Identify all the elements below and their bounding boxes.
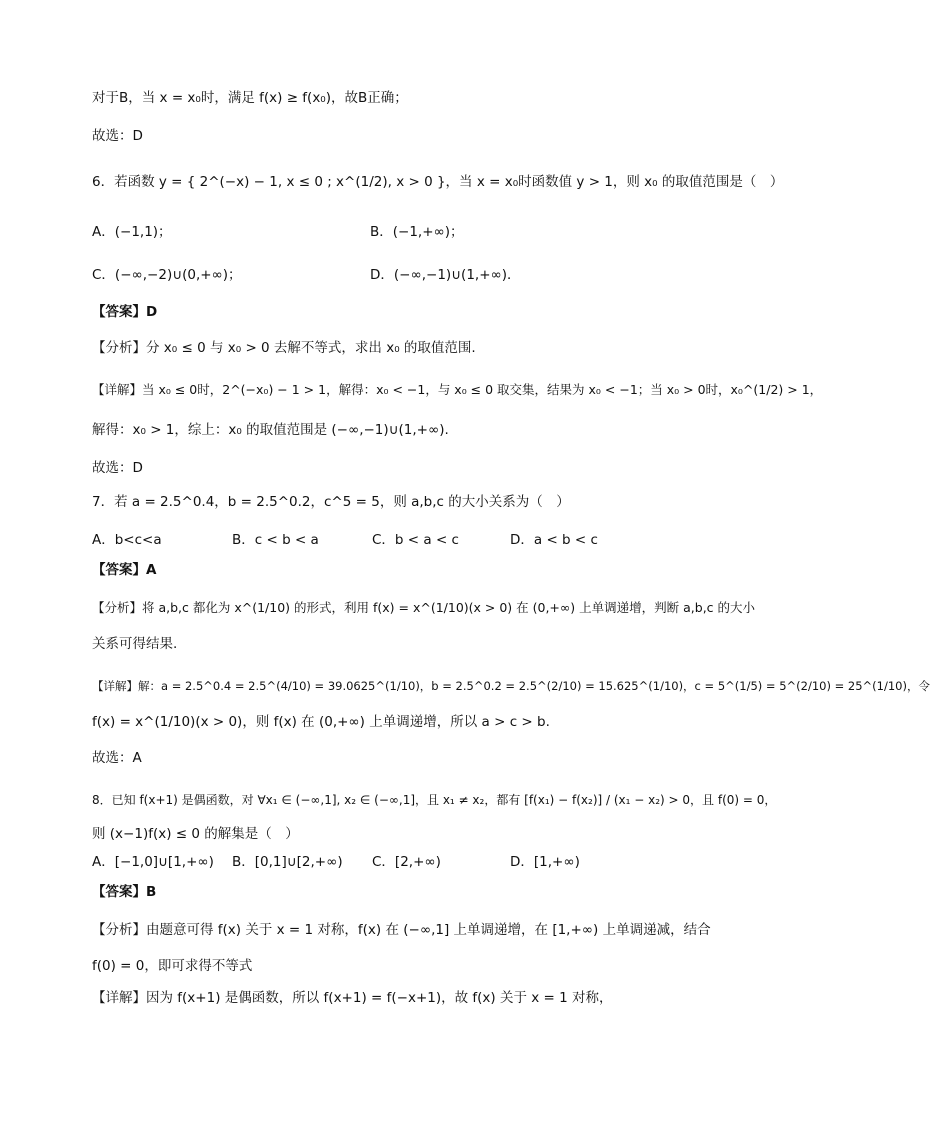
option-d: D．(−∞,−1)∪(1,+∞)． xyxy=(370,267,521,283)
analysis-text: 【分析】分 x₀ ≤ 0 与 x₀ > 0 去解不等式，求出 x₀ 的取值范围. xyxy=(92,340,476,356)
question-8: 8．已知 f(x+1) 是偶函数，对 ∀x₁ ∈ (−∞,1], x₂ ∈ (−∞,1]，且 x₁ ≠ x₂，都有 [f(x₁) − f(x₂)] / (x₁ − x₂) > 0，且 f(0) = 0， xyxy=(92,793,777,807)
analysis-text: 【分析】将 a,b,c 都化为 x^(1/10) 的形式，利用 f(x) = x^(1/10)(x > 0) 在 (0,+∞) 上单调递增，判断 a,b,c 的大小 xyxy=(92,600,756,615)
option-d: D．a < b < c xyxy=(510,532,598,548)
option-a: A．b<c<a xyxy=(92,532,162,548)
option-a: A．[−1,0]∪[1,+∞) xyxy=(92,854,214,870)
detail-text: 【详解】当 x₀ ≤ 0时，2^(−x₀) − 1 > 1，解得：x₀ < −1，与 x₀ ≤ 0 取交集，结果为 x₀ < −1；当 x₀ > 0时，x₀^(1/2) > 1， xyxy=(92,382,823,397)
text-line: 故选：D xyxy=(92,460,143,476)
answer-label: 【答案】A xyxy=(92,562,157,578)
text-line: 故选：D xyxy=(92,128,143,144)
analysis-text: f(0) = 0，即可求得不等式 xyxy=(92,958,253,974)
answer-label: 【答案】B xyxy=(92,884,157,900)
option-a: A．(−1,1)； xyxy=(92,224,172,240)
option-d: D．[1,+∞) xyxy=(510,854,580,870)
detail-text: f(x) = x^(1/10)(x > 0)，则 f(x) 在 (0,+∞) 上单调递增，所以 a > c > b. xyxy=(92,714,550,730)
option-c: C．[2,+∞) xyxy=(372,854,441,870)
option-b: B．(−1,+∞)； xyxy=(370,224,464,240)
question-6: 6．若函数 y = { 2^(−x) − 1, x ≤ 0 ; x^(1/2), x > 0 }，当 x = x₀时函数值 y > 1，则 x₀ 的取值范围是（ ） xyxy=(92,174,784,190)
question-7: 7．若 a = 2.5^0.4，b = 2.5^0.2，c^5 = 5，则 a,b,c 的大小关系为（ ） xyxy=(92,494,570,510)
option-b: B．c < b < a xyxy=(232,532,319,548)
detail-text: 【详解】解：a = 2.5^0.4 = 2.5^(4/10) = 39.0625^(1/10)，b = 2.5^0.2 = 2.5^(2/10) = 15.625^(1/10)，c = 5^(1/5) = 5^(2/10) = 25^(1/10)，令 xyxy=(92,679,930,693)
detail-text: 解得：x₀ > 1，综上：x₀ 的取值范围是 (−∞,−1)∪(1,+∞). xyxy=(92,422,449,438)
text-line: 故选：A xyxy=(92,750,142,766)
text-line: 对于B，当 x = x₀时，满足 f(x) ≥ f(x₀)，故B正确； xyxy=(92,90,408,106)
question-8-cont: 则 (x−1)f(x) ≤ 0 的解集是（ ） xyxy=(92,826,299,842)
option-c: C．b < a < c xyxy=(372,532,459,548)
option-c: C．(−∞,−2)∪(0,+∞)； xyxy=(92,267,242,283)
analysis-text: 关系可得结果. xyxy=(92,636,178,652)
detail-text: 【详解】因为 f(x+1) 是偶函数，所以 f(x+1) = f(−x+1)，故 f(x) 关于 x = 1 对称， xyxy=(92,990,613,1006)
option-b: B．[0,1]∪[2,+∞) xyxy=(232,854,343,870)
answer-label: 【答案】D xyxy=(92,304,158,320)
analysis-text: 【分析】由题意可得 f(x) 关于 x = 1 对称，f(x) 在 (−∞,1] 上单调递增，在 [1,+∞) 上单调递减，结合 xyxy=(92,922,711,938)
